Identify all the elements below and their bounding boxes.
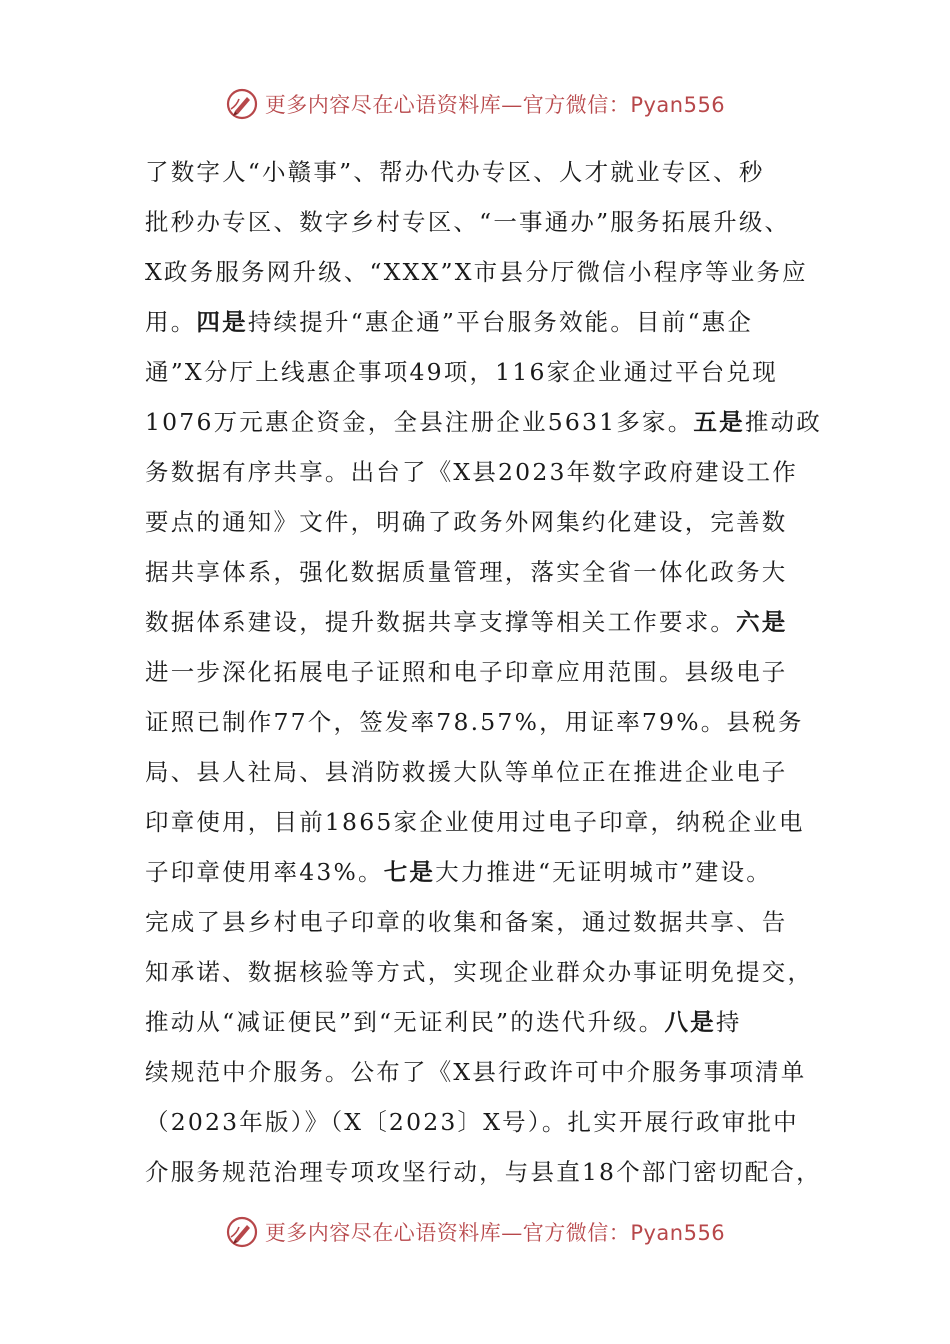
text-line bbox=[145, 697, 810, 747]
text-segment: 持续提升“惠企通”平台服务效能。目前“惠企 bbox=[247, 308, 754, 336]
text-segment: 数据体系建设，提升数据共享支撑等相关工作要求。 bbox=[145, 608, 737, 636]
text-segment: 务数据有序共享。出台了《X县2023年数字政府建设工作 bbox=[145, 458, 798, 486]
text-segment: 推动从“减证便民”到“无证利民”的迭代升级。 bbox=[145, 1008, 665, 1036]
text-segment: 推动政 bbox=[744, 408, 822, 436]
text-line bbox=[145, 297, 810, 347]
text-segment: 进一步深化拓展电子证照和电子印章应用范围。县级电子 bbox=[145, 658, 788, 686]
text-segment: 大力推进“无证明城市”建设。 bbox=[435, 858, 772, 886]
text-line bbox=[145, 447, 810, 497]
text-segment: 证照已制作77个，签发率78.57%，用证率79%。县税务 bbox=[145, 708, 804, 736]
text-segment: X政务服务网升级、“XXX”X市县分厅微信小程序等业务应 bbox=[145, 258, 808, 286]
pen-logo-icon bbox=[225, 1215, 259, 1249]
bold-ordinal: 四是 bbox=[196, 308, 248, 336]
text-segment: 局、县人社局、县消防救援大队等单位正在推进企业电子 bbox=[145, 758, 788, 786]
text-segment: 据共享体系，强化数据质量管理，落实全省一体化政务大 bbox=[145, 558, 788, 586]
text-line bbox=[145, 397, 822, 447]
text-line bbox=[145, 747, 810, 797]
text-segment: 完成了县乡村电子印章的收集和备案，通过数据共享、告 bbox=[145, 908, 788, 936]
text-segment: 用。 bbox=[145, 308, 197, 336]
text-line bbox=[145, 897, 810, 947]
text-segment: 印章使用，目前1865家企业使用过电子印章，纳税企业电 bbox=[145, 808, 805, 836]
text-line bbox=[145, 797, 810, 847]
text-line bbox=[145, 497, 810, 547]
text-line bbox=[145, 1097, 810, 1147]
text-segment: 要点的通知》文件，明确了政务外网集约化建设，完善数 bbox=[145, 508, 788, 536]
text-line bbox=[145, 597, 810, 647]
text-line bbox=[145, 247, 810, 297]
text-segment: 介服务规范治理专项攻坚行动，与县直18个部门密切配合， bbox=[145, 1158, 822, 1186]
pen-logo-icon bbox=[225, 87, 259, 121]
text-line bbox=[145, 997, 810, 1047]
text-line bbox=[145, 947, 814, 997]
text-segment: 持 bbox=[715, 1008, 742, 1036]
text-line bbox=[145, 1147, 822, 1197]
text-line bbox=[145, 147, 810, 197]
text-line bbox=[145, 647, 810, 697]
text-line bbox=[145, 547, 810, 597]
text-segment: 知承诺、数据核验等方式，实现企业群众办事证明免提交， bbox=[145, 958, 814, 986]
footer-banner bbox=[0, 1212, 950, 1252]
text-segment: 子印章使用率43%。 bbox=[145, 858, 384, 886]
banner-text: 更多内容尽在心语资料库—官方微信：Pyan556 bbox=[264, 1221, 726, 1245]
header-banner bbox=[0, 84, 950, 124]
text-segment: 批秒办专区、数字乡村专区、“一事通办”服务拓展升级、 bbox=[145, 208, 791, 236]
bold-ordinal: 八是 bbox=[664, 1008, 716, 1036]
banner-text: 更多内容尽在心语资料库—官方微信：Pyan556 bbox=[264, 93, 726, 117]
bold-ordinal: 七是 bbox=[383, 858, 436, 886]
text-segment: 通”X分厅上线惠企事项49项，116家企业通过平台兑现 bbox=[145, 358, 778, 386]
text-line bbox=[145, 1047, 810, 1097]
text-segment: 续规范中介服务。公布了《X县行政许可中介服务事项清单 bbox=[145, 1058, 807, 1086]
bold-ordinal: 六是 bbox=[736, 608, 788, 636]
text-line bbox=[145, 197, 810, 247]
text-segment: （2023年版）》（X〔2023〕X号）。扎实开展行政审批中 bbox=[145, 1108, 799, 1136]
text-segment: 1076万元惠企资金，全县注册企业5631多家。 bbox=[145, 408, 694, 436]
text-line bbox=[145, 347, 810, 397]
document-body bbox=[145, 147, 822, 1197]
bold-ordinal: 五是 bbox=[693, 408, 745, 436]
text-line bbox=[145, 847, 810, 897]
text-segment: 了数字人“小赣事”、帮办代办专区、人才就业专区、秒 bbox=[145, 158, 765, 186]
